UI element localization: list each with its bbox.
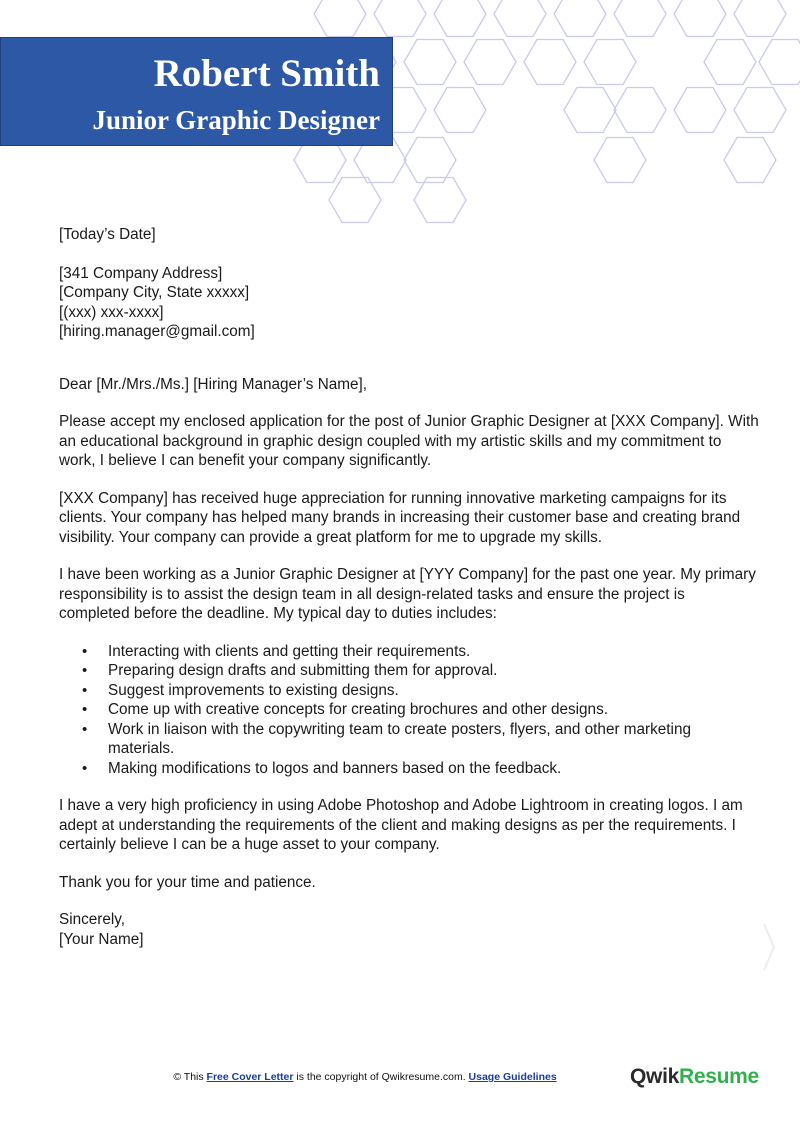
bullet-icon: • [82,681,88,699]
bullet-icon: • [82,759,88,777]
duties-list [59,642,759,779]
list-item-text: Interacting with clients and getting their requirements. [108,642,471,660]
hexagon-shape [554,0,606,37]
address-line: [341 Company Address] [59,264,223,282]
thank-you-line: Thank you for your time and patience. [59,873,316,891]
bullet-icon: • [82,662,88,679]
chevron-right-icon[interactable] [762,922,776,972]
hexagon-shape [329,178,381,223]
body-paragraph: I have a very high proficiency in using Adobe Photoshop and Adobe Lightroom in creating logos. I am adept at understanding the requirements of the client and making designs as per the requirements. I certainly believe I can be a huge asset to your company. [59,797,743,853]
hexagon-shape [674,88,726,133]
list-item [59,642,759,662]
hexagon-shape [734,88,786,133]
bullet-icon: • [82,701,88,718]
qwikresume-logo[interactable] [630,1065,759,1089]
logo-part-qwik: Qwik [630,1065,679,1088]
copyright-footer [0,1071,730,1083]
hexagon-shape [464,40,516,85]
hexagon-shape [404,40,456,85]
hexagon-shape [674,0,726,37]
footer-prefix: © This [173,1071,207,1083]
list-item-text: Come up with creative concepts for creating brochures and other designs. [108,701,608,718]
letter-body [59,225,759,949]
logo-part-resume: Resume [678,1065,759,1088]
applicant-job-title: Junior Graphic Designer [92,105,380,135]
bullet-icon: • [82,720,88,738]
signature-name: [Your Name] [59,930,144,948]
hexagon-shape [734,0,786,37]
hexagon-shape [759,40,800,85]
body-paragraph: [XXX Company] has received huge appreciation for running innovative marketing campaigns for its clients. Your company has helped many brands in increasing their customer base and creating brand visibility. Your company can provide a great platform for me to upgrade my skills. [59,489,741,546]
hexagon-shape [374,0,426,37]
hexagon-shape [404,138,456,183]
signoff: Sincerely, [59,911,126,928]
list-item [59,661,759,681]
list-item [59,759,759,779]
hexagon-shape [564,88,616,133]
hexagon-shape [414,178,466,223]
body-paragraph: I have been working as a Junior Graphic Designer at [YYY Company] for the past one year. My primary responsibility is to assist the design team in all design-related tasks and ensure the project is completed before the deadline. My typical day to duties includes: [59,566,756,622]
hexagon-shape [724,138,776,183]
hexagon-shape [524,40,576,85]
hexagon-shape [434,0,486,37]
hexagon-shape [434,88,486,133]
address-line: [(xxx) xxx-xxxx] [59,303,164,321]
letter-date: [Today’s Date] [59,226,156,243]
list-item-text: Preparing design drafts and submitting them for approval. [108,662,498,679]
body-paragraph: Please accept my enclosed application for the post of Junior Graphic Designer at [XXX Company]. With an educational background in graphic design coupled with my artistic skills and my commitment to work, I believe I can benefit your company significantly. [59,413,759,469]
hexagon-shape [494,0,546,37]
header-banner [0,37,393,146]
list-item-text: Suggest improvements to existing designs. [108,681,399,699]
hexagon-shape [614,0,666,37]
applicant-name: Robert Smith [153,52,380,95]
hexagon-shape [584,40,636,85]
list-item-text: Work in liaison with the copywriting team to create posters, flyers, and other marketing materials. [108,720,691,757]
recipient-address [59,264,759,342]
hexagon-shape [594,138,646,183]
salutation: Dear [Mr./Mrs./Ms.] [Hiring Manager’s Name], [59,375,367,393]
address-line: [hiring.manager@gmail.com] [59,323,255,340]
hexagon-shape [314,0,366,37]
list-item [59,720,759,759]
hexagon-shape [614,88,666,133]
list-item-text: Making modifications to logos and banners based on the feedback. [108,759,562,777]
bullet-icon: • [82,642,88,660]
list-item [59,700,759,720]
usage-guidelines-link[interactable]: Usage Guidelines [468,1071,557,1083]
address-line: [Company City, State xxxxx] [59,284,250,301]
free-cover-letter-link[interactable]: Free Cover Letter [206,1071,294,1083]
footer-middle: is the copyright of Qwikresume.com. [293,1071,469,1083]
list-item [59,681,759,701]
hexagon-shape [704,40,756,85]
